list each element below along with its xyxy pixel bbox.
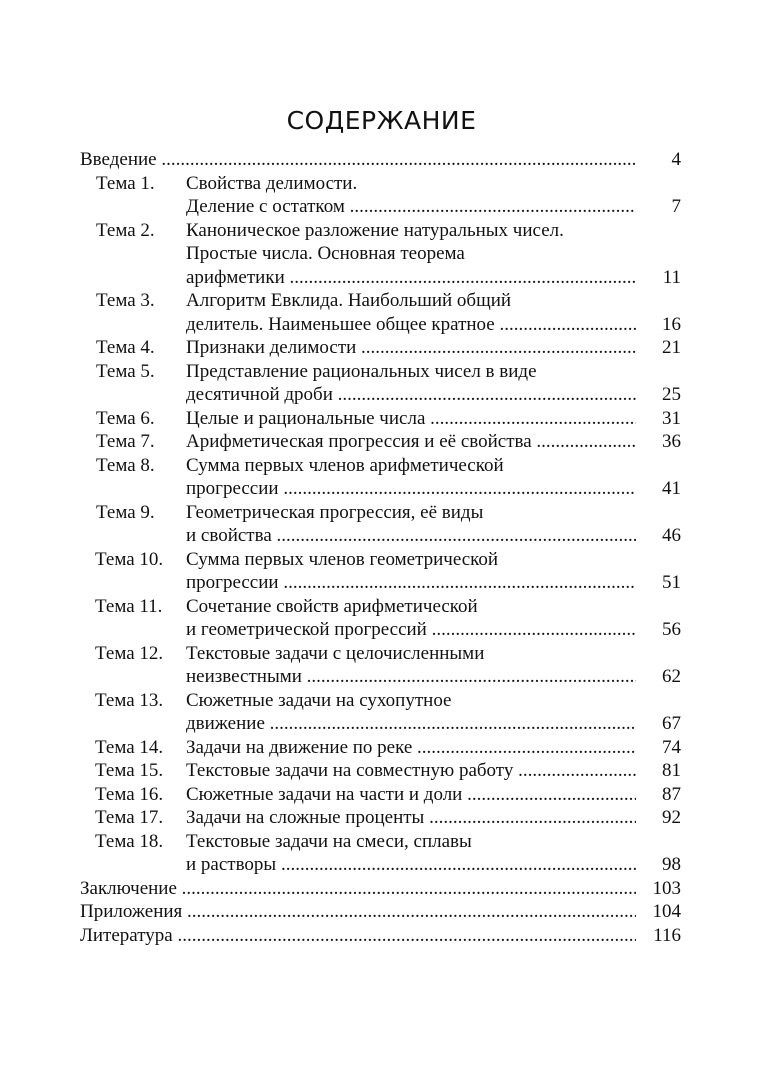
toc-entry-text: десятичной дроби ..... (186, 383, 636, 407)
toc-entry-topic-1-line-2[interactable] (0, 195, 763, 219)
toc-entry-text: Представление рациональных чисел в виде (186, 360, 537, 382)
toc-page-number: 25 (662, 384, 681, 405)
toc-entry-topic-2-line-1[interactable] (0, 219, 763, 243)
toc-entry-topic-1-line-1[interactable] (0, 172, 763, 196)
toc-entry-text: и геометрической прогрессий ..... (186, 618, 636, 642)
toc-entry-text: Сумма первых членов геометрической (186, 548, 499, 570)
toc-entry-text: Целые и рациональные числа ..... (186, 407, 636, 431)
toc-entry-topic-16-line-1[interactable] (0, 783, 763, 807)
toc-entry-text: Арифметическая прогрессия и её свойства ..... (186, 430, 636, 454)
toc-entry-topic-10-line-1[interactable] (0, 548, 763, 572)
toc-entry-topic-18-line-1[interactable] (0, 830, 763, 854)
toc-page-number: 92 (662, 807, 681, 828)
toc-entry-topic-4-line-1[interactable] (0, 336, 763, 360)
toc-entry-text: Задачи на движение по реке ..... (186, 736, 636, 760)
toc-topic-label: Тема 15. (95, 760, 164, 781)
toc-entry-topic-13-line-2[interactable] (0, 712, 763, 736)
toc-topic-label: Тема 5. (96, 360, 155, 382)
page-title: СОДЕРЖАНИЕ (286, 106, 477, 135)
toc-entry-text: Геометрическая прогрессия, её виды (186, 501, 484, 523)
toc-entry-text: делитель. Наименьшее общее кратное ..... (186, 313, 636, 337)
toc-entry-text: Сюжетные задачи на сухопутное (186, 689, 452, 711)
toc-entry-topic-12-line-1[interactable] (0, 642, 763, 666)
toc-entry-text: и растворы ..... (186, 853, 636, 877)
toc-topic-label: Тема 7. (96, 431, 155, 452)
toc-page-number: 116 (653, 924, 681, 946)
toc-page-number: 98 (662, 854, 681, 875)
toc-entry-topic-11-line-1[interactable] (0, 595, 763, 619)
toc-page-number: 62 (662, 666, 681, 687)
toc-page-number: 103 (652, 877, 681, 899)
toc-entry-topic-8-line-1[interactable] (0, 454, 763, 478)
toc-entry-text: Алгоритм Евклида. Наибольший общий (186, 290, 512, 311)
toc-entry-topic-17-line-1[interactable] (0, 806, 763, 830)
toc-entry-topic-5-line-2[interactable] (0, 383, 763, 407)
toc-entry-text: движение ..... (186, 712, 636, 736)
toc-entry-text: Сюжетные задачи на части и доли ..... (186, 783, 636, 807)
toc-topic-label: Тема 9. (96, 501, 155, 523)
toc-entry-text: Введение ..... (80, 148, 636, 172)
toc-topic-label: Тема 3. (96, 290, 155, 311)
toc-entry-topic-2-line-3[interactable] (0, 266, 763, 290)
toc-entry-topic-11-line-2[interactable] (0, 618, 763, 642)
toc-entry-topic-3-line-1[interactable] (0, 289, 763, 313)
toc-page-number: 56 (662, 619, 681, 640)
toc-entry-text: Задачи на сложные проценты ..... (186, 806, 636, 830)
toc-entry-text: прогрессии ..... (186, 477, 636, 501)
toc-page-number: 36 (662, 431, 681, 452)
toc-entry-topic-13-line-1[interactable] (0, 689, 763, 713)
toc-entry-text: Текстовые задачи на совместную работу ..... (186, 759, 636, 783)
toc-entry-text: Свойства делимости. (186, 172, 358, 194)
toc-page-number: 51 (662, 572, 681, 593)
toc-entry-text: Литература ..... (80, 924, 636, 948)
toc-entry-topic-7-line-1[interactable] (0, 430, 763, 454)
toc-entry-topic-3-line-2[interactable] (0, 313, 763, 337)
toc-entry-intro[interactable] (0, 148, 763, 172)
toc-entry-text: Сочетание свойств арифметической (186, 595, 478, 617)
toc-entry-text: Текстовые задачи с целочисленными (186, 642, 485, 664)
toc-topic-label: Тема 13. (95, 689, 164, 711)
toc-topic-label: Тема 2. (96, 219, 155, 241)
toc-entry-closing-1[interactable] (0, 877, 763, 901)
toc-entry-text: Сумма первых членов арифметической (186, 454, 504, 476)
toc-entry-topic-18-line-2[interactable] (0, 853, 763, 877)
toc-page-number: 16 (662, 313, 681, 335)
toc-entry-text: Приложения ..... (80, 900, 636, 924)
toc-entry-topic-15-line-1[interactable] (0, 759, 763, 783)
toc-page-number: 46 (662, 525, 681, 546)
toc-entry-text: Заключение ..... (80, 877, 636, 901)
toc-page-number: 41 (662, 478, 681, 499)
toc-entry-text: и свойства ..... (186, 524, 636, 548)
toc-topic-label: Тема 6. (96, 407, 155, 429)
toc-entry-closing-3[interactable] (0, 924, 763, 948)
toc-page-number: 11 (662, 266, 681, 288)
toc-page-number: 104 (652, 901, 681, 922)
toc-entry-text: арифметики ..... (186, 266, 636, 290)
toc-entry-closing-2[interactable] (0, 900, 763, 924)
toc-topic-label: Тема 14. (95, 736, 164, 758)
toc-page-number: 31 (662, 407, 681, 429)
toc-page-number: 4 (671, 149, 681, 170)
toc-topic-label: Тема 12. (95, 642, 164, 664)
toc-page-number: 7 (671, 196, 681, 217)
toc-page-number: 74 (662, 736, 681, 758)
toc-entry-text: Признаки делимости ..... (186, 336, 636, 360)
toc-page-number: 87 (662, 783, 681, 805)
toc-entry-topic-8-line-2[interactable] (0, 477, 763, 501)
toc-entry-topic-6-line-1[interactable] (0, 407, 763, 431)
toc-entry-text: Текстовые задачи на смеси, сплавы (186, 830, 472, 852)
toc-topic-label: Тема 4. (96, 337, 155, 358)
toc-page-number: 21 (662, 337, 681, 358)
toc-page-number: 81 (662, 760, 681, 781)
toc-topic-label: Тема 11. (95, 595, 163, 617)
toc-entry-topic-5-line-1[interactable] (0, 360, 763, 384)
toc-entry-topic-2-line-2[interactable] (0, 242, 763, 266)
toc-entry-text: Каноническое разложение натуральных чисел. (186, 219, 564, 241)
toc-entry-text: прогрессии ..... (186, 571, 636, 595)
toc-topic-label: Тема 18. (95, 830, 164, 852)
toc-topic-label: Тема 16. (95, 783, 164, 805)
toc-entry-topic-10-line-2[interactable] (0, 571, 763, 595)
toc-entry-text: Простые числа. Основная теорема (186, 243, 465, 264)
toc-entry-topic-14-line-1[interactable] (0, 736, 763, 760)
toc-entry-text: неизвестными ..... (186, 665, 636, 689)
toc-topic-label: Тема 17. (95, 807, 164, 828)
toc-entry-text: Деление с остатком ..... (186, 195, 636, 219)
toc-entry-topic-12-line-2[interactable] (0, 665, 763, 689)
toc-topic-label: Тема 8. (96, 454, 155, 476)
toc-entry-topic-9-line-2[interactable] (0, 524, 763, 548)
toc-entry-topic-9-line-1[interactable] (0, 501, 763, 525)
toc-topic-label: Тема 1. (96, 172, 155, 194)
toc-topic-label: Тема 10. (95, 548, 164, 570)
toc-page-number: 67 (662, 713, 681, 734)
